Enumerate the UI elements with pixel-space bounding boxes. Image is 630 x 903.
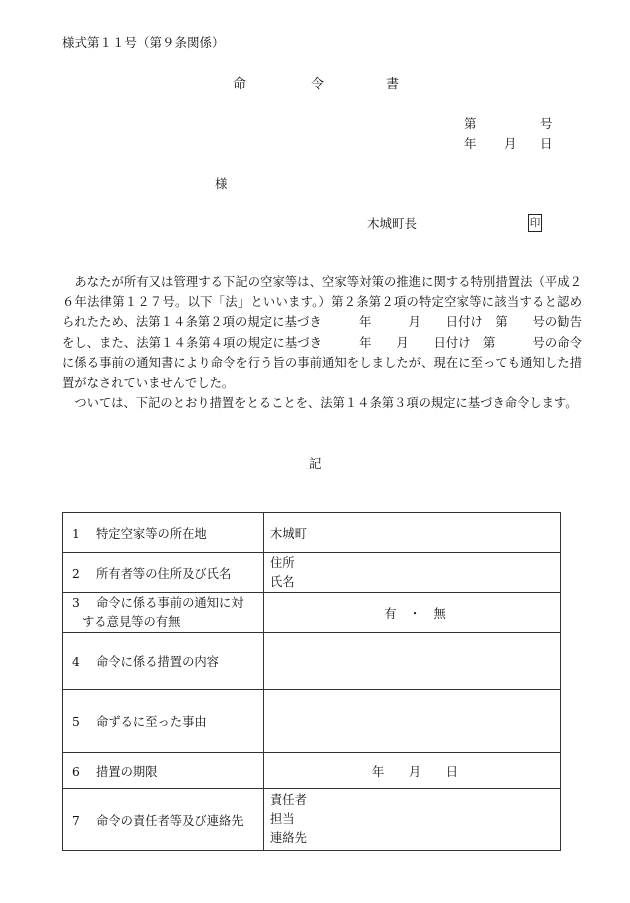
date-day: 日 — [540, 136, 553, 151]
ki-heading: 記 — [309, 456, 322, 471]
row-label: 2 所有者等の住所及び氏名 — [63, 553, 264, 593]
title-char-3: 書 — [386, 77, 400, 92]
contact-value — [264, 789, 561, 851]
body-text — [62, 272, 582, 413]
measure-value — [264, 633, 561, 690]
body-paragraph-1: あなたが所有又は管理する下記の空家等は、空家等対策の推進に関する特別措置法（平成２６年法律第１２７号。以下「法」といいます。）第２条第２項の特定空家等に該当すると認められたため、法第１４条第２項の規定に基づき 年 月 日付け 第 号の勧告をし、また、法第１４条第４項の規定に基づき 年 月 日付け 第 号の命令に係る事前の通知書により命令を行う旨の事前通知をしましたが、現在に至っても通知した措置がなされていませんでした。 — [62, 275, 582, 391]
issuer: 木城町長 — [367, 216, 418, 231]
deadline-value: 年 月 日 — [264, 753, 561, 789]
form-number: 様式第１１号（第９条関係） — [62, 35, 225, 50]
table-row — [63, 553, 561, 593]
seal-mark: 印 — [528, 214, 542, 232]
address-label: 住所 — [270, 555, 295, 570]
date-year: 年 — [464, 136, 477, 151]
row-label: 5 命ずるに至った事由 — [63, 690, 264, 753]
owner-value — [264, 553, 561, 593]
doc-number-dai: 第 — [464, 116, 477, 131]
title-char-1: 命 — [233, 77, 247, 92]
location-value: 木城町 — [264, 513, 561, 553]
opinion-value: 有 ・ 無 — [264, 593, 561, 633]
contact-label: 連絡先 — [270, 831, 307, 845]
responsible-label: 責任者 — [270, 793, 307, 807]
title-char-2: 令 — [311, 77, 325, 92]
reason-value — [264, 690, 561, 753]
table-row — [63, 633, 561, 690]
items-table — [62, 512, 561, 851]
row-label: 7 命令の責任者等及び連絡先 — [63, 789, 264, 851]
row-label: 1 特定空家等の所在地 — [63, 513, 264, 553]
table-row — [63, 753, 561, 789]
row-label: 6 措置の期限 — [63, 753, 264, 789]
table-row — [63, 690, 561, 753]
date-month: 月 — [504, 136, 517, 151]
table-row — [63, 593, 561, 633]
recipient-suffix: 様 — [215, 176, 228, 191]
table-row — [63, 789, 561, 851]
name-label: 氏名 — [270, 574, 295, 589]
body-paragraph-2: ついては、下記のとおり措置をとることを、法第１４条第３項の規定に基づき命令します。 — [74, 396, 578, 411]
doc-number-go: 号 — [540, 116, 553, 131]
charge-label: 担当 — [270, 812, 295, 826]
row-label: 3 命令に係る事前の通知に対 する意見等の有無 — [63, 593, 264, 633]
table-row — [63, 513, 561, 553]
row-label: 4 命令に係る措置の内容 — [63, 633, 264, 690]
